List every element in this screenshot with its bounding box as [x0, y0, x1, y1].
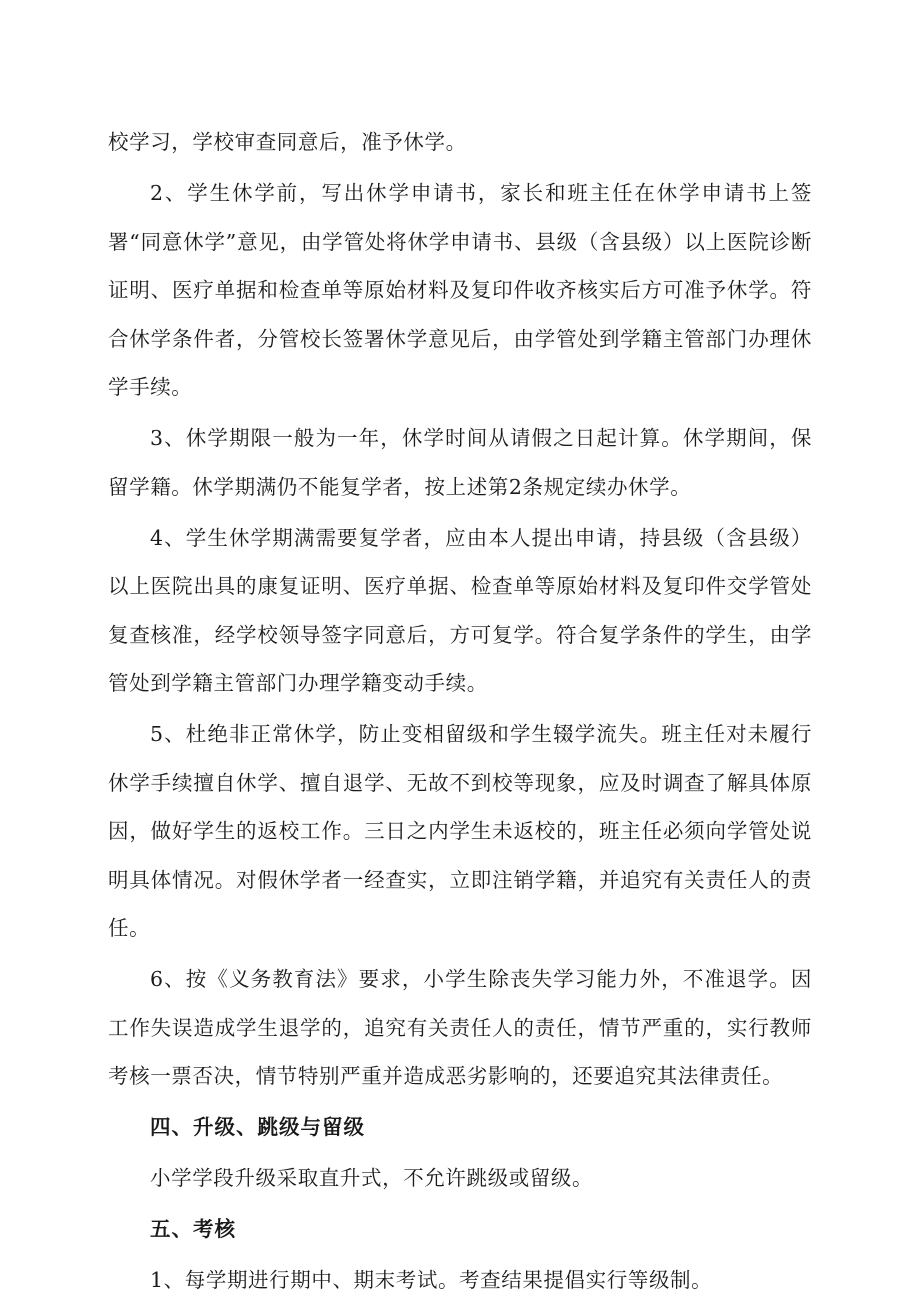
paragraph-item-2: 2、学生休学前，写出休学申请书，家长和班主任在休学申请书上签署“同意休学”意见，由学管处将休学申请书、县级（含县级）以上医院诊断证明、医疗单据和检查单等原始材料及复印件收齐核实后方可准予休学。符合休学条件者，分管校长签署休学意见后，由学管处到学籍主管部门办理休学手续。 — [108, 181, 812, 399]
section-heading-5: 五、考核 — [150, 1217, 236, 1241]
paragraph-item-6: 6、按《义务教育法》要求，小学生除丧失学习能力外，不准退学。因工作失误造成学生退学的，追究有关责任人的责任，情节严重的，实行教师考核一票否决，情节特别严重并造成恶劣影响的，还要追究其法律责任。 — [108, 967, 812, 1088]
paragraph-continuation: 校学习，学校审查同意后，准予休学。 — [108, 130, 467, 154]
section-4-body: 小学学段升级采取直升式，不允许跳级或留级。 — [150, 1166, 594, 1190]
section-heading-4: 四、升级、跳级与留级 — [150, 1115, 365, 1139]
section-5-item-1: 1、每学期进行期中、期末考试。考查结果提倡实行等级制。 — [150, 1268, 713, 1292]
paragraph-item-4: 4、学生休学期满需要复学者，应由本人提出申请，持县级（含县级）以上医院出具的康复证明、医疗单据、检查单等原始材料及复印件交学管处复查核准，经学校领导签字同意后，方可复学。符合复学条件的学生，由学管处到学籍主管部门办理学籍变动手续。 — [108, 525, 812, 695]
paragraph-item-5: 5、杜绝非正常休学，防止变相留级和学生辍学流失。班主任对未履行休学手续擅自休学、擅自退学、无故不到校等现象，应及时调查了解具体原因，做好学生的返校工作。三日之内学生未返校的，班主任必须向学管处说明具体情况。对假休学者一经查实，立即注销学籍，并追究有关责任人的责任。 — [108, 722, 812, 940]
paragraph-item-3: 3、休学期限一般为一年，休学时间从请假之日起计算。休学期间，保留学籍。休学期满仍不能复学者，按上述第2条规定续办休学。 — [108, 426, 812, 499]
